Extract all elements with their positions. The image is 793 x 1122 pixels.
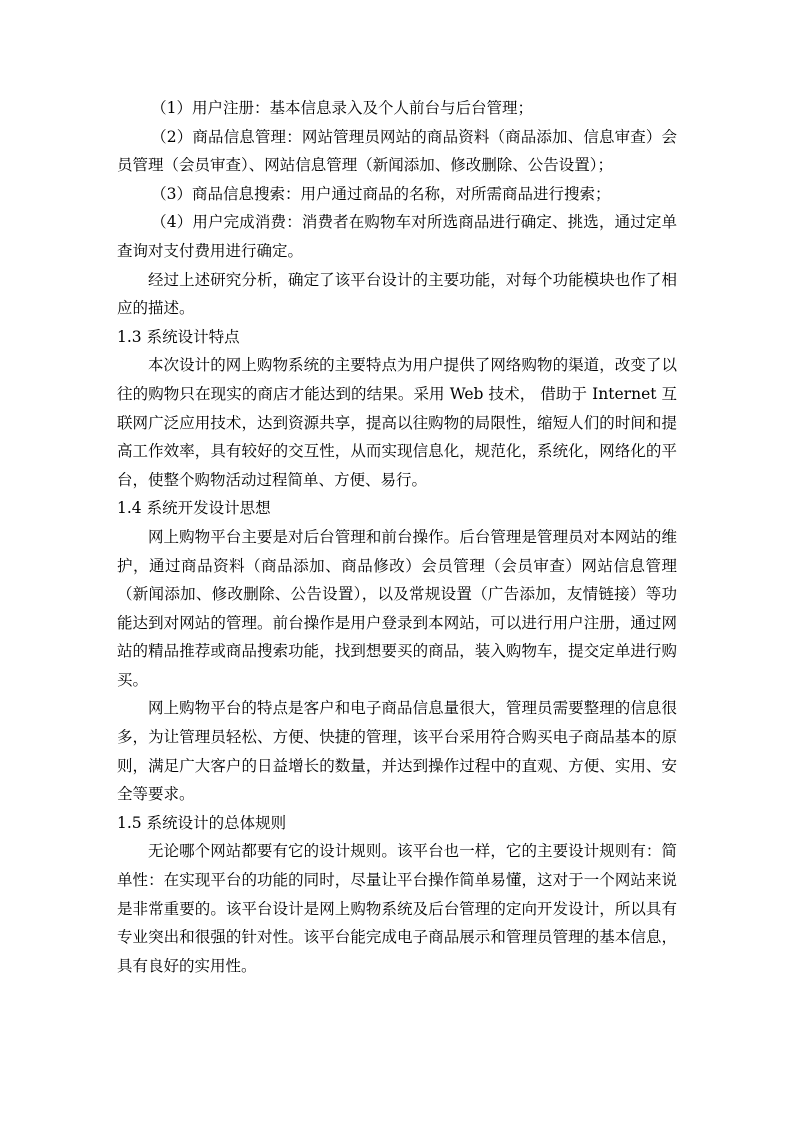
document-body [117, 94, 677, 980]
section-paragraph: 网上购物平台的特点是客户和电子商品信息量很大，管理员需要整理的信息很多，为让管理员轻松、方便、快捷的管理，该平台采用符合购买电子商品基本的原则，满足广大客户的日益增长的数量，并达到操作过程中的直观、方便、实用、安全等要求。 [117, 699, 677, 804]
section-paragraph: 网上购物平台主要是对后台管理和前台操作。后台管理是管理员对本网站的维护，通过商品资料（商品添加、商品修改）会员管理（会员审查）网站信息管理（新闻添加、修改删除、公告设置），以及常规设置（广告添加，友情链接）等功能达到对网站的管理。前台操作是用户登录到本网站，可以进行用户注册，通过网站的精品推荐或商品搜索功能，找到想要买的商品，装入购物车，提交定单进行购买。 [117, 527, 677, 689]
function-item-product-search: （3）商品信息搜索：用户通过商品的名称，对所需商品进行搜索； [151, 184, 611, 203]
summary-paragraph: 经过上述研究分析，确定了该平台设计的主要功能，对每个功能模块也作了相应的描述。 [117, 270, 677, 318]
function-item-user-registration: （1）用户注册：基本信息录入及个人前台与后台管理； [151, 99, 533, 117]
section-paragraph: 本次设计的网上购物系统的主要特点为用户提供了网络购物的渠道，改变了以往的购物只在现实的商店才能达到的结果。采用 Web 技术， 借助于 Internet 互联网广泛应用技术，达到资源共享，提高以往购物的局限性，缩短人们的时间和提高工作效率，具有较好的交互性，从而实现信息化，规范化，系统化，网络化的平台，使整个购物活动过程简单、方便、易行。 [117, 356, 677, 489]
section-paragraph: 无论哪个网站都要有它的设计规则。该平台也一样，它的主要设计规则有：简单性：在实现平台的功能的同时，尽量让平台操作简单易懂，这对于一个网站来说是非常重要的。该平台设计是网上购物系统及后台管理的定向开发设计，所以具有专业突出和很强的针对性。该平台能完成电子商品展示和管理员管理的基本信息，具有良好的实用性。 [117, 842, 677, 975]
section-heading-design-features: 1.3 系统设计特点 [117, 327, 240, 346]
function-item-checkout: （4）用户完成消费：消费者在购物车对所选商品进行确定、挑选，通过定单查询对支付费用进行确定。 [117, 213, 677, 260]
section-heading-design-ideas: 1.4 系统开发设计思想 [117, 499, 271, 518]
section-heading-design-rules: 1.5 系统设计的总体规则 [117, 813, 287, 832]
function-item-product-management: （2）商品信息管理：网站管理员网站的商品资料（商品添加、信息审查）会员管理（会员审查）、网站信息管理（新闻添加、修改删除、公告设置）； [117, 127, 677, 175]
